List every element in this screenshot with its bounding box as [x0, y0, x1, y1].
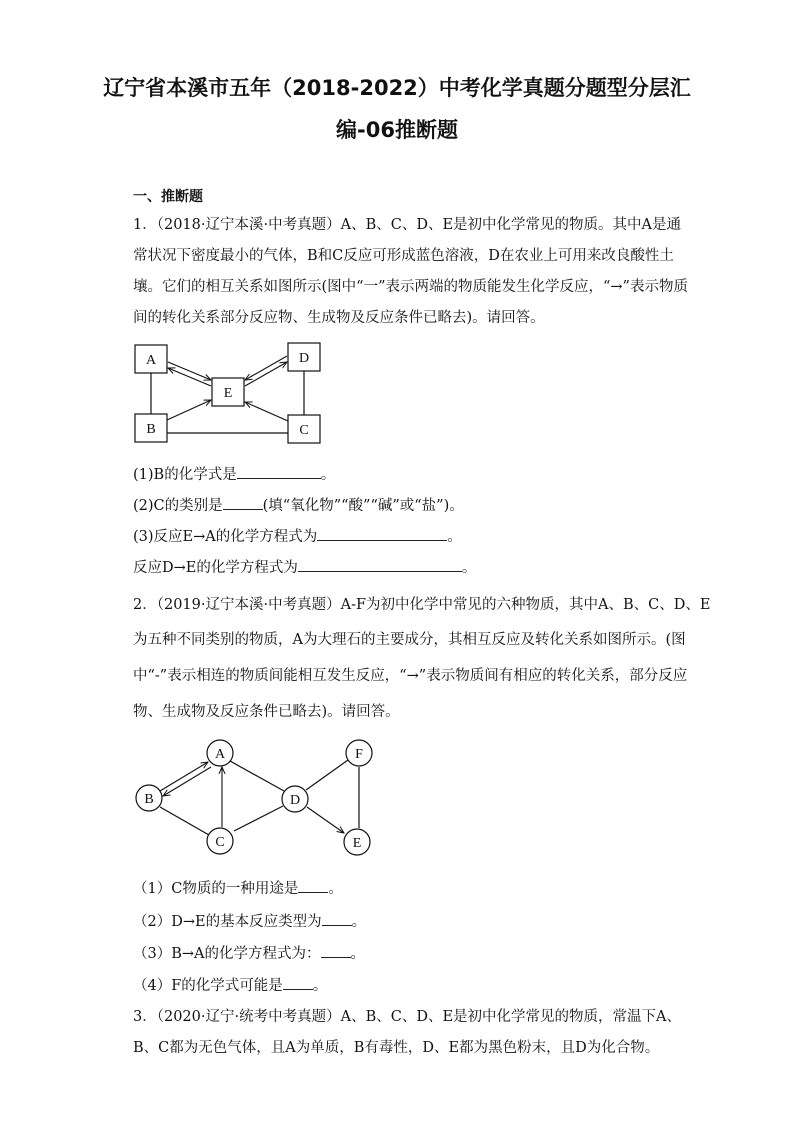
q1-sub1-text: (1)B的化学式是 [133, 467, 237, 483]
q1-arrow-E-to-D [245, 362, 287, 386]
q1-text-line: 1．（2018·辽宁本溪·中考真题）A、B、C、D、E是初中化学常见的物质。其中A是通 [133, 217, 681, 233]
q1-sub4-end: 。 [461, 560, 477, 576]
answer-blank[interactable] [317, 526, 447, 541]
q1-sub3 [133, 525, 462, 546]
q2-arrow-D-to-E [307, 807, 344, 833]
q1-relation-diagram [130, 340, 330, 450]
q1-arrow-C-to-E [245, 402, 288, 421]
answer-blank[interactable] [321, 943, 351, 958]
q1-sub1 [133, 463, 335, 484]
section-heading: 一、推断题 [133, 189, 203, 205]
q2-arrow-B-to-A [160, 762, 208, 791]
q2-sub4-end: 。 [312, 978, 328, 994]
q2-node-C-label: C [215, 835, 225, 850]
q2-sub2-text: （2）D→E的基本反应类型为 [133, 914, 322, 930]
q1-arrow-D-to-E [245, 356, 287, 380]
q2-line-C-D [234, 806, 283, 831]
q2-node-E-label: E [352, 836, 362, 851]
q2-line-A-D [230, 761, 284, 791]
q2-text-line: 为五种不同类别的物质，A为大理石的主要成分，其相互反应及转化关系如图所示。(图 [133, 632, 686, 648]
q2-node-B-label: B [144, 792, 154, 807]
document-title-line-2: 编-06推断题 [336, 118, 458, 142]
q2-node-A-label: A [214, 747, 226, 762]
q2-node-F-label: F [355, 747, 363, 762]
q1-text-line: 间的转化关系部分反应物、生成物及反应条件已略去)。请回答。 [133, 310, 545, 326]
q2-sub3-text: （3）B→A的化学方程式为： [133, 946, 321, 962]
q1-sub2 [133, 494, 464, 515]
q1-arrow-B-to-E [167, 400, 211, 420]
q2-node-D-label: D [289, 793, 301, 808]
q2-relation-diagram [132, 735, 377, 860]
q1-sub4 [133, 556, 476, 577]
q2-sub2 [133, 910, 366, 931]
answer-blank[interactable] [237, 464, 321, 479]
answer-blank[interactable] [298, 878, 328, 893]
q2-sub1-end: 。 [328, 881, 343, 897]
q3-text-line: B、C都为无色气体，且A为单质，B有毒性，D、E都为黑色粉末，且D为化合物。 [133, 1040, 660, 1056]
q1-node-D-label: D [298, 351, 310, 366]
q2-sub4-text: （4）F的化学式可能是 [133, 978, 283, 994]
q2-sub2-end: 。 [351, 914, 367, 930]
q3-text-line: 3．（2020·辽宁·统考中考真题）A、B、C、D、E是初中化学常见的物质，常温下A、 [133, 1009, 681, 1025]
q2-sub3 [133, 942, 365, 963]
q1-sub2-text: (2)C的类别是 [133, 498, 223, 514]
q1-sub3-text: (3)反应E→A的化学方程式为 [133, 529, 318, 545]
q1-sub2-end: (填“氧化物”“酸”“碱”或“盐”)。 [262, 498, 464, 514]
q2-sub1-text: （1）C物质的一种用途是 [133, 881, 299, 897]
q2-sub3-end: 。 [350, 946, 366, 962]
answer-blank[interactable] [322, 911, 352, 926]
q1-sub3-end: 。 [447, 529, 462, 545]
answer-blank[interactable] [283, 975, 313, 990]
q1-node-B-label: B [146, 422, 156, 437]
document-title-line-1: 辽宁省本溪市五年（2018-2022）中考化学真题分题型分层汇 [103, 76, 691, 100]
q2-sub1 [133, 877, 343, 898]
q1-text-line: 常状况下密度最小的气体，B和C反应可形成蓝色溶液，D在农业上可用来改良酸性土 [133, 248, 674, 264]
q1-text-line: 壤。它们的相互关系如图所示(图中“一”表示两端的物质能发生化学反应，“→”表示物质 [133, 279, 688, 295]
q2-arrow-A-to-B [163, 767, 211, 796]
answer-blank[interactable] [223, 495, 263, 510]
q1-node-C-label: C [299, 423, 309, 438]
answer-blank[interactable] [298, 557, 462, 572]
q1-node-E-label: E [223, 386, 233, 401]
q1-sub1-end: 。 [320, 467, 336, 483]
q2-sub4 [133, 974, 327, 995]
q2-line-B-C [160, 807, 209, 835]
q1-node-A-label: A [145, 353, 157, 368]
q1-sub4-text: 反应D→E的化学方程式为 [133, 560, 298, 576]
q2-text-line: 中“-”表示相连的物质间能相互发生反应，“→”表示物质间有相应的转化关系，部分反应 [133, 668, 688, 684]
q2-line-D-F [306, 760, 348, 790]
q2-text-line: 2．（2019·辽宁本溪·中考真题）A-F为初中化学中常见的六种物质，其中A、B、C、D、E [133, 597, 711, 613]
q2-text-line: 物、生成物及反应条件已略去)。请回答。 [133, 704, 400, 720]
